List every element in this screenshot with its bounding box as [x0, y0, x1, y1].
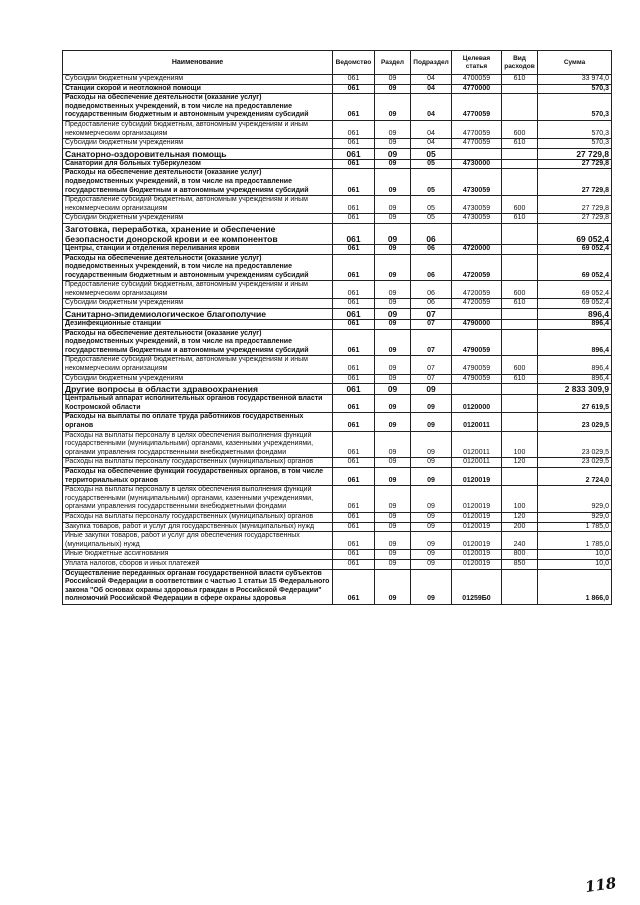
target-cell	[452, 309, 502, 320]
target-cell: 4730059	[452, 196, 502, 214]
dept-cell: 061	[333, 374, 375, 384]
dept-cell: 061	[333, 329, 375, 356]
exp-type-cell	[502, 395, 538, 413]
row-name-cell: Центральный аппарат исполнительных органов государственной власти Костромской области	[63, 395, 333, 413]
section-cell: 09	[375, 223, 411, 244]
subsection-cell: 06	[411, 299, 452, 309]
subsection-cell: 09	[411, 458, 452, 468]
target-cell: 4790059	[452, 329, 502, 356]
row-name-cell: Расходы на обеспечение деятельности (оказание услуг) подведомственных учреждений, в том числе на предоставление государственным бюджетным и автономным учреждениям субсидий	[63, 169, 333, 196]
target-cell: 0120019	[452, 532, 502, 550]
sum-cell: 23 029,5	[538, 431, 612, 458]
target-cell: 4790000	[452, 320, 502, 330]
target-cell: 0120011	[452, 431, 502, 458]
header-target: Целевая статья	[452, 51, 502, 75]
sum-cell: 27 729,8	[538, 148, 612, 159]
dept-cell: 061	[333, 467, 375, 485]
exp-type-cell: 600	[502, 281, 538, 299]
row-name-cell: Субсидии бюджетным учреждениям	[63, 214, 333, 224]
exp-type-cell: 850	[502, 559, 538, 569]
table-row	[63, 281, 612, 299]
subsection-cell: 09	[411, 532, 452, 550]
row-name-cell: Санатории для больных туберкулезом	[63, 159, 333, 169]
exp-type-cell	[502, 244, 538, 254]
row-name-cell: Предоставление субсидий бюджетным, автономным учреждениям и иным некоммерческим организациям	[63, 196, 333, 214]
table-row	[63, 458, 612, 468]
exp-type-cell: 610	[502, 374, 538, 384]
budget-table	[62, 50, 612, 605]
sum-cell: 33 974,0	[538, 75, 612, 85]
section-cell: 09	[375, 196, 411, 214]
dept-cell: 061	[333, 196, 375, 214]
row-name-cell: Уплата налогов, сборов и иных платежей	[63, 559, 333, 569]
sum-cell: 27 729,8	[538, 214, 612, 224]
table-row	[63, 569, 612, 604]
table-row	[63, 139, 612, 149]
sum-cell: 570,3	[538, 84, 612, 94]
exp-type-cell: 120	[502, 458, 538, 468]
section-cell: 09	[375, 329, 411, 356]
table-row	[63, 329, 612, 356]
row-name-cell: Расходы на выплаты персоналу в целях обеспечения выполнения функций государственными (муниципальными) органами, казенными учреждениями, органами управления государственными внебюджетными фондами	[63, 486, 333, 513]
section-cell: 09	[375, 299, 411, 309]
exp-type-cell	[502, 159, 538, 169]
dept-cell: 061	[333, 569, 375, 604]
subsection-cell: 04	[411, 75, 452, 85]
subsection-cell: 09	[411, 467, 452, 485]
section-cell: 09	[375, 214, 411, 224]
subsection-cell: 04	[411, 84, 452, 94]
table-row	[63, 522, 612, 532]
dept-cell: 061	[333, 413, 375, 431]
exp-type-cell	[502, 84, 538, 94]
section-cell: 09	[375, 486, 411, 513]
exp-type-cell	[502, 309, 538, 320]
exp-type-cell	[502, 254, 538, 281]
table-row	[63, 356, 612, 374]
exp-type-cell	[502, 467, 538, 485]
sum-cell: 2 724,0	[538, 467, 612, 485]
subsection-cell: 09	[411, 550, 452, 560]
target-cell: 0120019	[452, 467, 502, 485]
section-cell: 09	[375, 522, 411, 532]
table-header-row	[63, 51, 612, 75]
table-row	[63, 413, 612, 431]
header-subsection: Подраздел	[411, 51, 452, 75]
header-name: Наименование	[63, 51, 333, 75]
row-name-cell: Заготовка, переработка, хранение и обеспечение безопасности донорской крови и ее компонентов	[63, 223, 333, 244]
sum-cell: 1 866,0	[538, 569, 612, 604]
sum-cell: 23 029,5	[538, 458, 612, 468]
sum-cell: 1 785,0	[538, 522, 612, 532]
section-cell: 09	[375, 395, 411, 413]
dept-cell: 061	[333, 395, 375, 413]
target-cell: 4720059	[452, 281, 502, 299]
sum-cell: 10,0	[538, 559, 612, 569]
exp-type-cell: 610	[502, 75, 538, 85]
section-cell: 09	[375, 384, 411, 395]
target-cell: 0120019	[452, 512, 502, 522]
sum-cell: 896,4	[538, 329, 612, 356]
exp-type-cell	[502, 320, 538, 330]
subsection-cell: 06	[411, 281, 452, 299]
target-cell	[452, 223, 502, 244]
section-cell: 09	[375, 169, 411, 196]
row-name-cell: Расходы на выплаты персоналу государственных (муниципальных) органов	[63, 458, 333, 468]
row-name-cell: Расходы на обеспечение функций государственных органов, в том числе территориальных органов	[63, 467, 333, 485]
target-cell: 0120019	[452, 550, 502, 560]
section-cell: 09	[375, 550, 411, 560]
target-cell: 0120019	[452, 522, 502, 532]
table-row	[63, 374, 612, 384]
section-cell: 09	[375, 569, 411, 604]
row-name-cell: Расходы на обеспечение деятельности (оказание услуг) подведомственных учреждений, в том числе на предоставление государственным бюджетным и автономным учреждениям субсидий	[63, 329, 333, 356]
subsection-cell: 06	[411, 244, 452, 254]
row-name-cell: Закупка товаров, работ и услуг для государственных (муниципальных) нужд	[63, 522, 333, 532]
exp-type-cell	[502, 384, 538, 395]
section-cell: 09	[375, 374, 411, 384]
row-name-cell: Санаторно-оздоровительная помощь	[63, 148, 333, 159]
row-name-cell: Станции скорой и неотложной помощи	[63, 84, 333, 94]
table-row	[63, 169, 612, 196]
table-row	[63, 486, 612, 513]
subsection-cell: 07	[411, 356, 452, 374]
row-name-cell: Иные бюджетные ассигнования	[63, 550, 333, 560]
page-number: 118	[583, 873, 618, 897]
table-row	[63, 214, 612, 224]
table-row	[63, 148, 612, 159]
exp-type-cell: 240	[502, 532, 538, 550]
table-row	[63, 299, 612, 309]
row-name-cell: Субсидии бюджетным учреждениям	[63, 75, 333, 85]
exp-type-cell: 600	[502, 120, 538, 138]
dept-cell: 061	[333, 522, 375, 532]
sum-cell: 69 052,4	[538, 281, 612, 299]
subsection-cell: 07	[411, 320, 452, 330]
table-row	[63, 84, 612, 94]
sum-cell: 929,0	[538, 512, 612, 522]
target-cell: 4770059	[452, 120, 502, 138]
section-cell: 09	[375, 148, 411, 159]
sum-cell: 896,4	[538, 356, 612, 374]
target-cell: 4770059	[452, 94, 502, 121]
sum-cell: 570,3	[538, 120, 612, 138]
subsection-cell: 09	[411, 431, 452, 458]
dept-cell: 061	[333, 75, 375, 85]
target-cell: 4730059	[452, 214, 502, 224]
subsection-cell: 05	[411, 169, 452, 196]
row-name-cell: Другие вопросы в области здравоохранения	[63, 384, 333, 395]
row-name-cell: Расходы на выплаты персоналу в целях обеспечения выполнения функций государственными (муниципальными) органами, казенными учреждениями, органами управления государственными внебюджетными фондами	[63, 431, 333, 458]
sum-cell: 69 052,4	[538, 223, 612, 244]
section-cell: 09	[375, 159, 411, 169]
dept-cell: 061	[333, 120, 375, 138]
target-cell: 4770059	[452, 139, 502, 149]
row-name-cell: Субсидии бюджетным учреждениям	[63, 299, 333, 309]
sum-cell: 570,3	[538, 139, 612, 149]
subsection-cell: 06	[411, 223, 452, 244]
target-cell: 4730000	[452, 159, 502, 169]
row-name-cell: Расходы на выплаты персоналу государственных (муниципальных) органов	[63, 512, 333, 522]
dept-cell: 061	[333, 431, 375, 458]
target-cell: 0120011	[452, 458, 502, 468]
dept-cell: 061	[333, 512, 375, 522]
sum-cell: 896,4	[538, 320, 612, 330]
subsection-cell: 05	[411, 148, 452, 159]
exp-type-cell: 100	[502, 486, 538, 513]
subsection-cell: 09	[411, 413, 452, 431]
row-name-cell: Дезинфекционные станции	[63, 320, 333, 330]
exp-type-cell	[502, 413, 538, 431]
row-name-cell: Иные закупки товаров, работ и услуг для обеспечения государственных (муниципальных) нужд	[63, 532, 333, 550]
dept-cell: 061	[333, 244, 375, 254]
row-name-cell: Центры, станции и отделения переливания крови	[63, 244, 333, 254]
section-cell: 09	[375, 559, 411, 569]
row-name-cell: Субсидии бюджетным учреждениям	[63, 374, 333, 384]
header-section: Раздел	[375, 51, 411, 75]
sum-cell: 2 833 309,9	[538, 384, 612, 395]
dept-cell: 061	[333, 309, 375, 320]
exp-type-cell	[502, 223, 538, 244]
subsection-cell: 05	[411, 196, 452, 214]
header-exp-type: Вид расходов	[502, 51, 538, 75]
subsection-cell: 04	[411, 94, 452, 121]
section-cell: 09	[375, 512, 411, 522]
subsection-cell: 09	[411, 512, 452, 522]
subsection-cell: 09	[411, 569, 452, 604]
dept-cell: 061	[333, 299, 375, 309]
header-dept: Ведомство	[333, 51, 375, 75]
subsection-cell: 05	[411, 214, 452, 224]
dept-cell: 061	[333, 169, 375, 196]
target-cell: 4720059	[452, 299, 502, 309]
subsection-cell: 04	[411, 139, 452, 149]
table-row	[63, 196, 612, 214]
dept-cell: 061	[333, 254, 375, 281]
row-name-cell: Расходы на обеспечение деятельности (оказание услуг) подведомственных учреждений, в том числе на предоставление государственным бюджетным и автономным учреждениям субсидий	[63, 254, 333, 281]
sum-cell: 896,4	[538, 309, 612, 320]
header-sum: Сумма	[538, 51, 612, 75]
table-row	[63, 94, 612, 121]
exp-type-cell	[502, 148, 538, 159]
dept-cell: 061	[333, 550, 375, 560]
sum-cell: 27 619,5	[538, 395, 612, 413]
target-cell: 01259Б0	[452, 569, 502, 604]
dept-cell: 061	[333, 159, 375, 169]
target-cell	[452, 148, 502, 159]
section-cell: 09	[375, 254, 411, 281]
section-cell: 09	[375, 413, 411, 431]
section-cell: 09	[375, 139, 411, 149]
exp-type-cell	[502, 329, 538, 356]
sum-cell: 27 729,8	[538, 196, 612, 214]
target-cell: 4770000	[452, 84, 502, 94]
subsection-cell: 09	[411, 522, 452, 532]
section-cell: 09	[375, 84, 411, 94]
dept-cell: 061	[333, 532, 375, 550]
dept-cell: 061	[333, 384, 375, 395]
section-cell: 09	[375, 244, 411, 254]
dept-cell: 061	[333, 559, 375, 569]
target-cell: 4730059	[452, 169, 502, 196]
sum-cell: 23 029,5	[538, 413, 612, 431]
exp-type-cell: 610	[502, 299, 538, 309]
exp-type-cell: 200	[502, 522, 538, 532]
sum-cell: 10,0	[538, 550, 612, 560]
target-cell: 0120011	[452, 413, 502, 431]
sum-cell: 27 729,8	[538, 159, 612, 169]
subsection-cell: 09	[411, 486, 452, 513]
section-cell: 09	[375, 75, 411, 85]
sum-cell: 896,4	[538, 374, 612, 384]
table-row	[63, 309, 612, 320]
row-name-cell: Предоставление субсидий бюджетным, автономным учреждениям и иным некоммерческим организациям	[63, 356, 333, 374]
section-cell: 09	[375, 94, 411, 121]
subsection-cell: 09	[411, 395, 452, 413]
exp-type-cell: 120	[502, 512, 538, 522]
section-cell: 09	[375, 309, 411, 320]
target-cell	[452, 384, 502, 395]
section-cell: 09	[375, 356, 411, 374]
subsection-cell: 05	[411, 159, 452, 169]
table-row	[63, 320, 612, 330]
exp-type-cell	[502, 94, 538, 121]
table-row	[63, 512, 612, 522]
subsection-cell: 04	[411, 120, 452, 138]
section-cell: 09	[375, 532, 411, 550]
target-cell: 4790059	[452, 374, 502, 384]
table-row	[63, 223, 612, 244]
target-cell: 0120000	[452, 395, 502, 413]
table-row	[63, 532, 612, 550]
subsection-cell: 09	[411, 384, 452, 395]
subsection-cell: 09	[411, 559, 452, 569]
exp-type-cell: 600	[502, 196, 538, 214]
sum-cell: 27 729,8	[538, 169, 612, 196]
section-cell: 09	[375, 120, 411, 138]
target-cell: 4720059	[452, 254, 502, 281]
row-name-cell: Предоставление субсидий бюджетным, автономным учреждениям и иным некоммерческим организациям	[63, 120, 333, 138]
row-name-cell: Санитарно-эпидемиологическое благополучие	[63, 309, 333, 320]
dept-cell: 061	[333, 486, 375, 513]
sum-cell: 570,3	[538, 94, 612, 121]
exp-type-cell	[502, 569, 538, 604]
table-row	[63, 159, 612, 169]
subsection-cell: 07	[411, 329, 452, 356]
subsection-cell: 07	[411, 374, 452, 384]
sum-cell: 929,0	[538, 486, 612, 513]
target-cell: 0120019	[452, 486, 502, 513]
table-row	[63, 254, 612, 281]
row-name-cell: Предоставление субсидий бюджетным, автономным учреждениям и иным некоммерческим организациям	[63, 281, 333, 299]
dept-cell: 061	[333, 458, 375, 468]
dept-cell: 061	[333, 281, 375, 299]
section-cell: 09	[375, 281, 411, 299]
sum-cell: 69 052,4	[538, 254, 612, 281]
exp-type-cell	[502, 169, 538, 196]
table-row	[63, 244, 612, 254]
target-cell: 4700059	[452, 75, 502, 85]
exp-type-cell: 800	[502, 550, 538, 560]
sum-cell: 69 052,4	[538, 299, 612, 309]
sum-cell: 69 052,4	[538, 244, 612, 254]
dept-cell: 061	[333, 94, 375, 121]
dept-cell: 061	[333, 139, 375, 149]
dept-cell: 061	[333, 223, 375, 244]
dept-cell: 061	[333, 356, 375, 374]
table-row	[63, 431, 612, 458]
dept-cell: 061	[333, 84, 375, 94]
dept-cell: 061	[333, 320, 375, 330]
target-cell: 4790059	[452, 356, 502, 374]
row-name-cell: Осуществление переданных органам государственной власти субъектов Российской Федерации в соответствии с частью 1 статьи 15 Федерального закона "Об основах охраны здоровья граждан в Российской Федерации" полномочий Российской Федерации в сфере охраны здоровья	[63, 569, 333, 604]
exp-type-cell: 600	[502, 356, 538, 374]
subsection-cell: 07	[411, 309, 452, 320]
target-cell: 0120019	[452, 559, 502, 569]
table-row	[63, 467, 612, 485]
table-row	[63, 395, 612, 413]
subsection-cell: 06	[411, 254, 452, 281]
exp-type-cell: 610	[502, 139, 538, 149]
row-name-cell: Субсидии бюджетным учреждениям	[63, 139, 333, 149]
sum-cell: 1 785,0	[538, 532, 612, 550]
exp-type-cell: 100	[502, 431, 538, 458]
target-cell: 4720000	[452, 244, 502, 254]
section-cell: 09	[375, 467, 411, 485]
section-cell: 09	[375, 320, 411, 330]
section-cell: 09	[375, 431, 411, 458]
table-row	[63, 120, 612, 138]
dept-cell: 061	[333, 148, 375, 159]
row-name-cell: Расходы на выплаты по оплате труда работников государственных органов	[63, 413, 333, 431]
row-name-cell: Расходы на обеспечение деятельности (оказание услуг) подведомственных учреждений, в том числе на предоставление государственным бюджетным и автономным учреждениям субсидий	[63, 94, 333, 121]
dept-cell: 061	[333, 214, 375, 224]
table-row	[63, 75, 612, 85]
table-row	[63, 384, 612, 395]
section-cell: 09	[375, 458, 411, 468]
exp-type-cell: 610	[502, 214, 538, 224]
table-row	[63, 559, 612, 569]
table-row	[63, 550, 612, 560]
